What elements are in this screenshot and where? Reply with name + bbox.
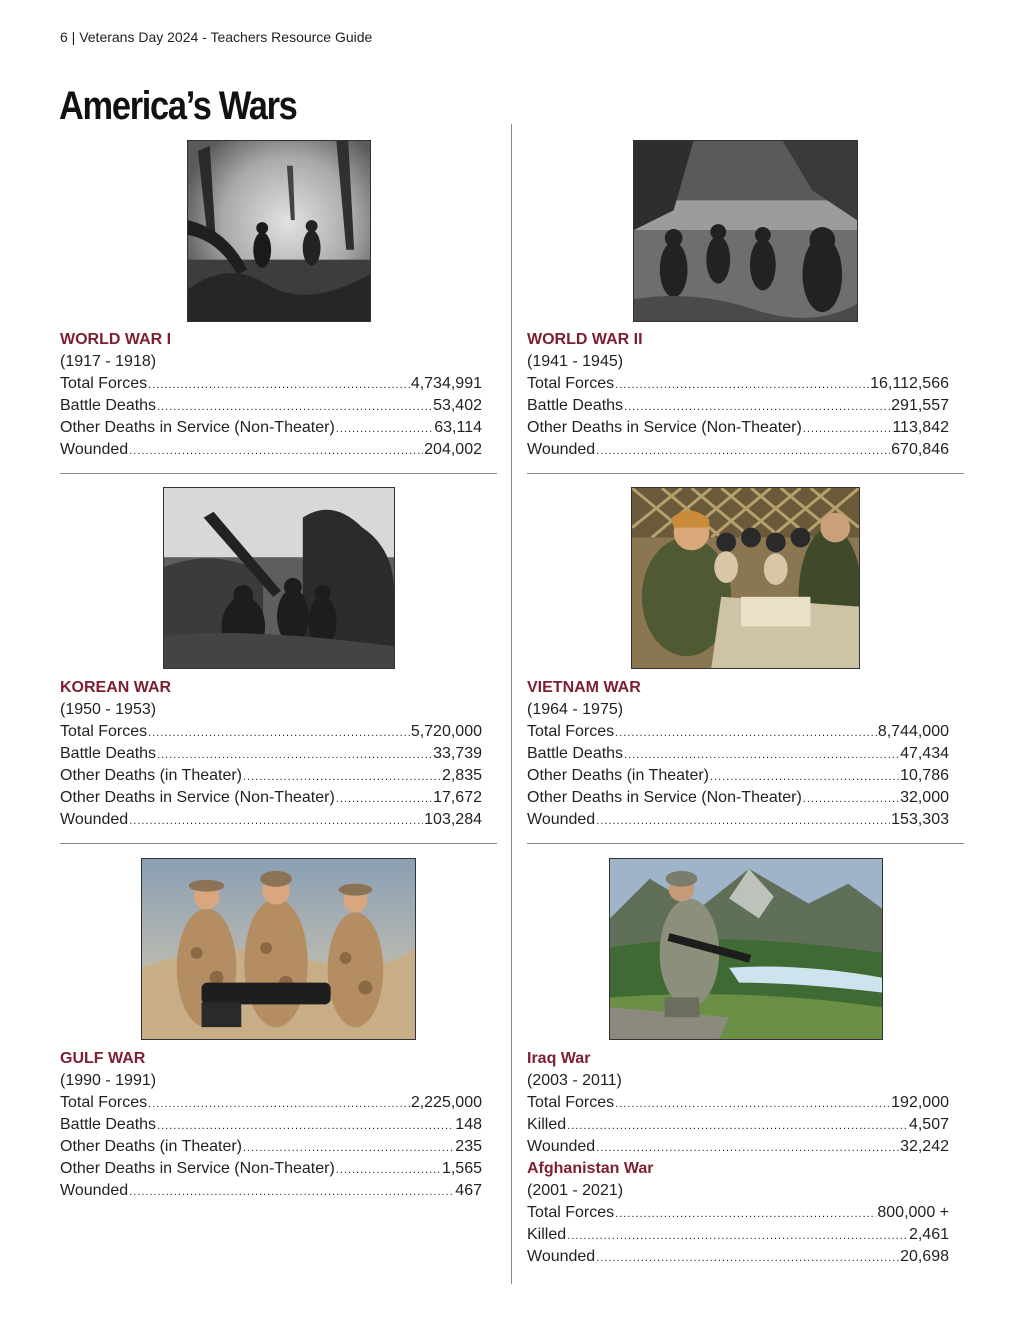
stat-row [527, 809, 949, 831]
dot-leader [596, 810, 890, 832]
stat-label: Other Deaths in Service (Non-Theater) [527, 419, 802, 436]
stat-value: 148 [455, 1116, 482, 1133]
stat-value: 47,434 [900, 745, 949, 762]
stat-label: Other Deaths in Service (Non-Theater) [60, 1160, 335, 1177]
dot-leader [615, 1203, 876, 1225]
dot-leader [567, 1115, 908, 1137]
dot-leader [336, 788, 432, 810]
stat-row [527, 743, 949, 765]
gulf-war-photo [141, 858, 416, 1040]
stat-value: 8,744,000 [877, 723, 949, 740]
stat-value: 103,284 [424, 811, 482, 828]
section-divider [527, 473, 964, 474]
stat-row [60, 743, 482, 765]
stat-value: 1,565 [441, 1160, 482, 1177]
section-divider [527, 843, 964, 844]
dot-leader [596, 440, 890, 462]
stat-label: Other Deaths in Service (Non-Theater) [60, 419, 335, 436]
stat-row [527, 1114, 949, 1136]
stat-value: 20,698 [900, 1248, 949, 1265]
dot-leader [615, 1093, 890, 1115]
war-years: (2001 - 2021) [527, 1182, 624, 1199]
war-years: (1917 - 1918) [60, 353, 157, 370]
stat-value: 5,720,000 [410, 723, 482, 740]
stat-row [527, 765, 949, 787]
dot-leader [148, 374, 410, 396]
war-title: KOREAN WAR [60, 679, 172, 696]
stat-label: Killed [527, 1226, 567, 1243]
stat-row [527, 787, 949, 809]
korean-war-photo [163, 487, 395, 669]
dot-leader [243, 1137, 454, 1159]
dot-leader [615, 374, 869, 396]
vietnam-war-photo [631, 487, 860, 669]
stat-value: 63,114 [434, 419, 482, 436]
stat-label: Wounded [527, 1248, 596, 1265]
stat-value: 2,461 [908, 1226, 949, 1243]
war-years: (1950 - 1953) [60, 701, 157, 718]
stat-label: Wounded [527, 1138, 596, 1155]
stat-label: Battle Deaths [60, 1116, 157, 1133]
ww1-photo [187, 140, 371, 322]
stat-row [60, 765, 482, 787]
stat-row [527, 373, 949, 395]
stat-label: Other Deaths (in Theater) [527, 767, 710, 784]
stat-row [527, 1092, 949, 1114]
stat-label: Total Forces [527, 1094, 615, 1111]
stat-row [60, 439, 482, 461]
war-vietnam [527, 677, 949, 831]
war-title: Iraq War [527, 1050, 591, 1067]
dot-leader [157, 1115, 454, 1137]
stat-label: Other Deaths in Service (Non-Theater) [60, 789, 335, 806]
dot-leader [157, 396, 432, 418]
stat-value: 204,002 [424, 441, 482, 458]
stat-row [60, 1158, 482, 1180]
stat-label: Total Forces [60, 723, 148, 740]
war-ww2 [527, 329, 949, 461]
stat-row [60, 395, 482, 417]
war-years: (2003 - 2011) [527, 1072, 622, 1089]
stat-label: Other Deaths (in Theater) [60, 1138, 243, 1155]
war-title: WORLD WAR I [60, 331, 172, 348]
dot-leader [596, 1247, 899, 1269]
war-iraq [527, 1048, 949, 1268]
war-korea [60, 677, 482, 831]
dot-leader [710, 766, 899, 788]
dot-leader [803, 788, 899, 810]
stat-value: 33,739 [433, 745, 482, 762]
dot-leader [624, 744, 899, 766]
stat-row [527, 1202, 949, 1224]
war-title: GULF WAR [60, 1050, 146, 1067]
dot-leader [129, 1181, 454, 1203]
stat-row [527, 417, 949, 439]
stat-row [60, 1114, 482, 1136]
stat-value: 153,303 [891, 811, 949, 828]
war-title: Afghanistan War [527, 1160, 654, 1177]
stat-value: 2,835 [441, 767, 482, 784]
stat-label: Battle Deaths [60, 397, 157, 414]
war-years: (1941 - 1945) [527, 353, 624, 370]
dot-leader [336, 1159, 441, 1181]
stat-label: Battle Deaths [60, 745, 157, 762]
stat-label: Battle Deaths [527, 745, 624, 762]
war-title: WORLD WAR II [527, 331, 643, 348]
stat-value: 16,112,566 [870, 375, 949, 392]
stat-row [60, 721, 482, 743]
stat-row [60, 809, 482, 831]
iraq-afghanistan-photo [609, 858, 883, 1040]
stat-value: 32,242 [900, 1138, 949, 1155]
dot-leader [567, 1225, 908, 1247]
war-ww1 [60, 329, 482, 461]
stat-label: Total Forces [527, 375, 615, 392]
stat-label: Killed [527, 1116, 567, 1133]
dot-leader [243, 766, 441, 788]
dot-leader [148, 1093, 410, 1115]
section-divider [60, 473, 497, 474]
stat-label: Wounded [527, 441, 596, 458]
stat-label: Total Forces [60, 1094, 148, 1111]
dot-leader [624, 396, 890, 418]
stat-row [527, 439, 949, 461]
stat-value: 32,000 [900, 789, 949, 806]
war-title: VIETNAM WAR [527, 679, 641, 696]
stat-row [60, 1180, 482, 1202]
stat-label: Wounded [60, 441, 129, 458]
stat-value: 10,786 [900, 767, 949, 784]
stat-value: 4,734,991 [410, 375, 482, 392]
dot-leader [615, 722, 877, 744]
stat-row [527, 395, 949, 417]
dot-leader [129, 810, 423, 832]
stat-row [60, 1092, 482, 1114]
stat-label: Wounded [60, 1182, 129, 1199]
dot-leader [129, 440, 423, 462]
war-gulf [60, 1048, 482, 1202]
stat-row [60, 373, 482, 395]
stat-row [527, 1224, 949, 1246]
dot-leader [596, 1137, 899, 1159]
stat-label: Total Forces [527, 1204, 615, 1221]
stat-value: 467 [455, 1182, 482, 1199]
running-head: 6 | Veterans Day 2024 - Teachers Resource Guide [60, 29, 373, 45]
stat-row [60, 787, 482, 809]
stat-label: Other Deaths in Service (Non-Theater) [527, 789, 802, 806]
stat-value: 2,225,000 [410, 1094, 482, 1111]
stat-label: Wounded [60, 811, 129, 828]
stat-value: 235 [455, 1138, 482, 1155]
war-years: (1990 - 1991) [60, 1072, 157, 1089]
column-divider [511, 124, 512, 1284]
stat-row [60, 1136, 482, 1158]
stat-label: Total Forces [60, 375, 148, 392]
stat-label: Wounded [527, 811, 596, 828]
stat-value: 53,402 [433, 397, 482, 414]
stat-value: 17,672 [433, 789, 482, 806]
section-divider [60, 843, 497, 844]
war-years: (1964 - 1975) [527, 701, 624, 718]
dot-leader [157, 744, 432, 766]
dot-leader [336, 418, 433, 440]
stat-row [60, 417, 482, 439]
dot-leader [803, 418, 892, 440]
stat-value: 670,846 [891, 441, 949, 458]
stat-label: Total Forces [527, 723, 615, 740]
page-title: America’s Wars [59, 84, 297, 128]
stat-value: 113,842 [892, 419, 949, 436]
stat-value: 4,507 [908, 1116, 949, 1133]
stat-value: 800,000 + [877, 1204, 949, 1221]
stat-row [527, 1246, 949, 1268]
stat-row [527, 1136, 949, 1158]
stat-label: Other Deaths (in Theater) [60, 767, 243, 784]
stat-row [527, 721, 949, 743]
stat-label: Battle Deaths [527, 397, 624, 414]
stat-value: 291,557 [891, 397, 949, 414]
ww2-photo [633, 140, 858, 322]
stat-value: 192,000 [891, 1094, 949, 1111]
dot-leader [148, 722, 410, 744]
